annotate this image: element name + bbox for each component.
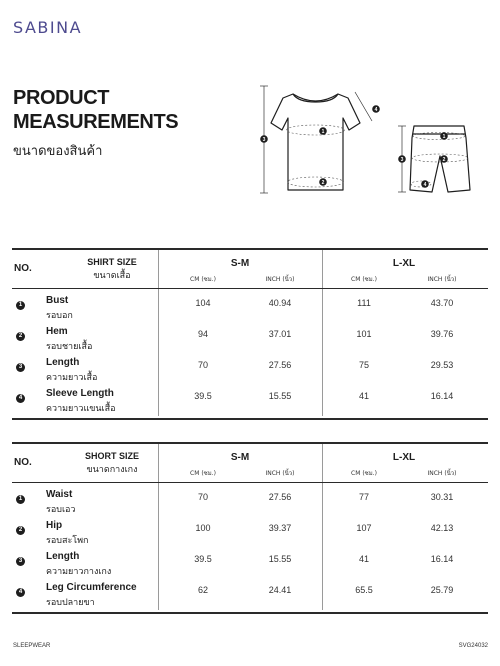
value-lxl-cm: 41	[358, 391, 369, 401]
value-lxl-inch: 42.13	[430, 523, 454, 533]
row-number: 2	[16, 332, 25, 341]
row-label-en: Length	[46, 357, 80, 368]
short-marker-3: 3	[400, 156, 404, 163]
value-sm-inch: 40.94	[268, 298, 292, 308]
header-no: NO.	[14, 457, 32, 468]
value-sm-cm: 62	[197, 585, 208, 595]
table-row	[12, 517, 488, 548]
footer-category: SLEEPWEAR	[13, 643, 51, 649]
value-lxl-inch: 29.53	[430, 360, 454, 370]
header-size-sm: S-M	[230, 452, 250, 463]
header-unit-inch: INCH (นิ้ว)	[265, 470, 295, 477]
table-row	[12, 548, 488, 579]
row-label-th: รอบอก	[46, 311, 73, 321]
shirt-outline-icon	[271, 94, 360, 190]
short-marker-2: 2	[442, 156, 446, 163]
short-marker-4: 4	[423, 181, 427, 188]
header-unit-cm: CM (ซม.)	[190, 470, 216, 477]
value-sm-cm: 100	[195, 523, 211, 533]
table-header	[12, 250, 488, 288]
row-number: 1	[16, 495, 25, 504]
shirt-size-table	[12, 248, 488, 420]
row-number: 1	[16, 301, 25, 310]
title-line-2: MEASUREMENTS	[13, 111, 179, 133]
value-lxl-inch: 39.76	[430, 329, 454, 339]
garment-illustration	[255, 78, 480, 203]
footer-product-code: SVG24032	[458, 643, 488, 649]
row-label-th: รอบเอว	[46, 505, 76, 515]
table-row	[12, 486, 488, 517]
header-item	[70, 451, 154, 476]
table-row	[12, 385, 488, 416]
value-lxl-inch: 30.31	[430, 492, 454, 502]
value-lxl-inch: 43.70	[430, 298, 454, 308]
value-sm-inch: 27.56	[268, 492, 292, 502]
header-unit-inch: INCH (นิ้ว)	[427, 470, 457, 477]
header-item-en: SHIRT SIZE	[87, 257, 137, 267]
value-sm-inch: 15.55	[268, 554, 292, 564]
row-label-th: ความยาวเสื้อ	[46, 373, 98, 383]
value-lxl-cm: 41	[358, 554, 369, 564]
shirt-marker-1: 1	[321, 128, 325, 135]
brand-logo: SABINA	[13, 18, 83, 37]
header-unit-cm: CM (ซม.)	[190, 276, 216, 283]
table-row	[12, 323, 488, 354]
row-number: 4	[16, 394, 25, 403]
row-label-en: Leg Circumference	[46, 582, 137, 593]
value-sm-inch: 37.01	[268, 329, 292, 339]
header-unit-inch: INCH (นิ้ว)	[265, 276, 295, 283]
value-sm-cm: 70	[197, 360, 208, 370]
value-sm-inch: 27.56	[268, 360, 292, 370]
value-lxl-inch: 25.79	[430, 585, 454, 595]
header-unit-inch: INCH (นิ้ว)	[427, 276, 457, 283]
value-lxl-cm: 65.5	[355, 585, 373, 595]
header-size-lxl: L-XL	[392, 452, 416, 463]
row-label-en: Length	[46, 551, 80, 562]
row-number: 2	[16, 526, 25, 535]
value-sm-cm: 39.5	[194, 554, 212, 564]
header-unit-cm: CM (ซม.)	[351, 470, 377, 477]
row-label-th: รอบปลายขา	[46, 598, 95, 608]
header-size-sm: S-M	[230, 258, 250, 269]
row-label-th: ความยาวกางเกง	[46, 567, 112, 577]
page-title	[13, 86, 178, 134]
shorts-outline-icon	[410, 126, 470, 192]
table-row	[12, 354, 488, 385]
value-lxl-cm: 75	[358, 360, 369, 370]
row-label-en: Sleeve Length	[46, 388, 114, 399]
value-sm-cm: 104	[195, 298, 211, 308]
row-number: 4	[16, 588, 25, 597]
value-lxl-inch: 16.14	[430, 554, 454, 564]
table-row	[12, 292, 488, 323]
value-lxl-cm: 107	[356, 523, 372, 533]
value-sm-cm: 94	[197, 329, 208, 339]
header-item-th: ขนาดเสื้อ	[93, 271, 131, 281]
row-label-th: รอบชายเสื้อ	[46, 342, 93, 352]
header-unit-cm: CM (ซม.)	[351, 276, 377, 283]
value-sm-cm: 70	[197, 492, 208, 502]
value-lxl-cm: 77	[358, 492, 369, 502]
shirt-marker-3: 3	[262, 136, 266, 143]
value-sm-cm: 39.5	[194, 391, 212, 401]
value-lxl-inch: 16.14	[430, 391, 454, 401]
title-line-1: PRODUCT	[13, 87, 110, 109]
page-subtitle: ขนาดของสินค้า	[13, 144, 103, 159]
value-lxl-cm: 101	[356, 329, 372, 339]
short-marker-1: 1	[442, 133, 446, 140]
row-label-en: Hem	[46, 326, 68, 337]
row-label-th: รอบสะโพก	[46, 536, 89, 546]
value-lxl-cm: 111	[357, 298, 371, 308]
row-label-en: Waist	[46, 489, 73, 500]
row-label-en: Hip	[46, 520, 63, 531]
row-number: 3	[16, 363, 25, 372]
row-label-th: ความยาวแขนเสื้อ	[46, 404, 116, 414]
shirt-marker-2: 2	[321, 179, 325, 186]
short-size-table	[12, 442, 488, 614]
table-header	[12, 444, 488, 482]
value-sm-inch: 39.37	[268, 523, 292, 533]
shirt-marker-4: 4	[374, 106, 378, 113]
header-item-th: ขนาดกางเกง	[86, 465, 138, 475]
row-number: 3	[16, 557, 25, 566]
header-item	[70, 257, 154, 282]
row-label-en: Bust	[46, 295, 69, 306]
header-size-lxl: L-XL	[392, 258, 416, 269]
value-sm-inch: 15.55	[268, 391, 292, 401]
header-no: NO.	[14, 263, 32, 274]
value-sm-inch: 24.41	[268, 585, 292, 595]
header-item-en: SHORT SIZE	[84, 451, 139, 461]
table-row	[12, 579, 488, 610]
